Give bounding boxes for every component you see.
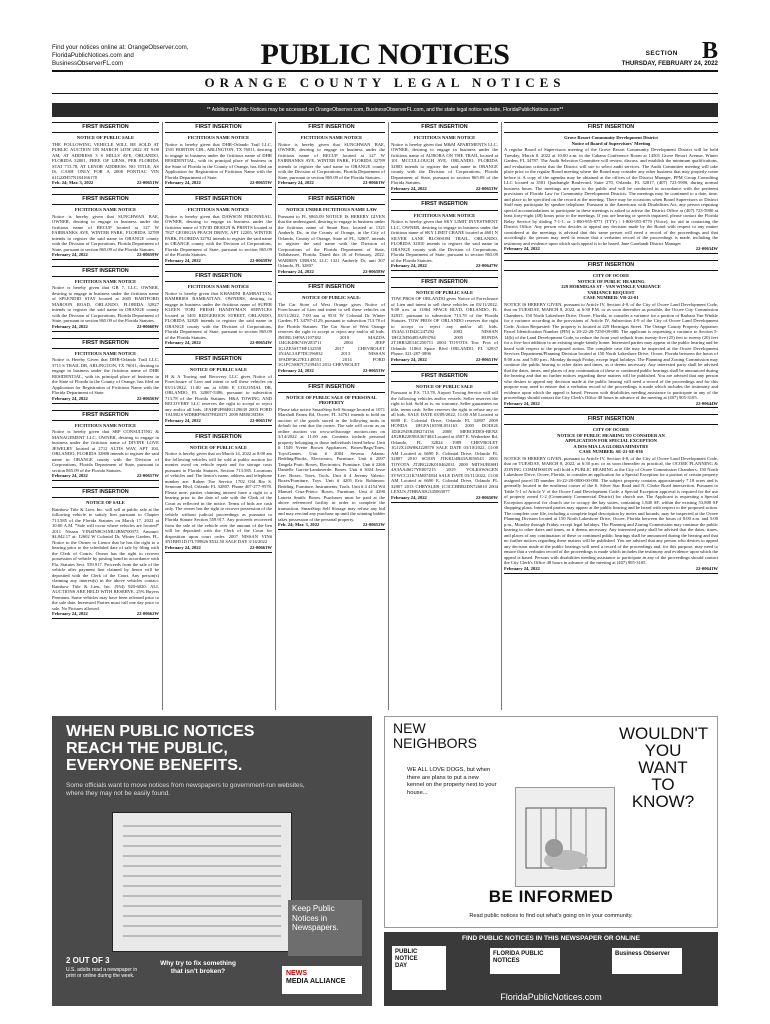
stat-body: U.S. adults read a newspaper in print or online during the week. [66, 967, 138, 980]
insertion-header: FIRST INSERTION [165, 194, 272, 205]
ad-footer-text: Read public notices to find out what's going on in your community. [469, 913, 633, 919]
notice-body: A regular Board of Supervisors meeting of the Grove Resort Community Development District will be held Tuesday, March 8, 2022 at 10:00 a.m. in the Cabana Conference Room at 14501 Grove Resort Avenue, Winter Garden, FL 34787. The Audit Selection Committee will review, discuss, and establish the minimum qualifications, and evaluation criteria that the District will use to select audit services. The Audit Committee meeting will take place prior to the regular Board meeting where the Board may consider any other business that may properly come before it. A copy of the agendas may be obtained at the offices of the District Manager, PFM Group Consulting LLC located at 3501 Quadrangle Boulevard, Suite 270, Orlando, FL 32817, (407) 723-5900, during normal business hours. The meetings are open to the public and will be conducted in accordance with the pertinent provisions of Florida Law for Community Development Districts. The meetings may be continued to a date, time, and place to be specified on the record at the meeting. There may be occasions when Board Supervisors or District Staff may participate by speaker telephone. Pursuant to the Americans with Disabilities Act, any person requiring special accommodations to participate in these meetings is asked to advise the District Office at (407) 723-5900 at least forty-eight (48) hours prior to the meetings. If you are hearing or speech impaired, please contact the Florida Relay Service by dialing 7-1-1, or 1-800-955-8771 (TTY) / 1-800-955-8770 (Voice), for aid in contacting the District Office. Any person who decides to appeal any decision made by the Board with respect to any matter considered at the meetings is advised that this same person will need a record of the proceedings and that accordingly, the person may need to ensure that a verbatim record of the proceedings is made, including the testimony and evidence upon which such appeal is to be based. Jane Gaarlandt District Manager [504, 147, 718, 246]
notice-body: NOTICE IS HEREBY GIVEN, pursuant to Article IV, Section 4-8, of the City of Ocoee Land Development Code, that on TUESDAY, MARCH 8, 2022, at 6:30 p.m. or as soon thereafter as practical, the OCOEE PLANNING & ZONING COMMISSION will hold a PUBLIC HEARING at the City of Ocoee Commission Chambers, 150 North Lakeshore Drive, Ocoee, Florida, to consider an application for a Special Exception for a portion of certain property assigned parcel ID number 16-22-28-0000-00-090. The subject property contains approximately 7.18 acres and is generally located in the northeast corner of the S. Silver Star Road and N. Clarke Road intersection. Pursuant to Table 5-1 of Article V of the Ocoee Land Development Code, a Special Exception approval is required for the use of property zoned C-2 (Community Commercial District) for church use. The Applicant is requesting a Special Exception approval for church use to occupy the bay suites, containing 1,840 SF, within the existing 53,800 SF shopping plaza. Interested parties may appear at the public hearing and be heard with respect to the proposed action. The complete case file, including a complete legal description by metes and bounds, may be inspected at the Ocoee Planning Division located at 150 North Lakeshore Drive, Ocoee, Florida between the hours of 8:00 a.m. and 5:00 p.m., Monday through Friday, except legal holidays. The Planning and Zoning Commission may continue the public hearing to other dates and times, as it deems necessary. Any interested party shall be advised that the dates, times, and places of any continuation of these or continued public hearings shall be announced during the hearing and that no further notices regarding these matters will be published. You are advised that any person who desires to appeal any decision made at the public hearings will need a record of the proceedings and, for this purpose, may need to ensure that a verbatim record of the proceedings is made which includes the testimony and evidence upon which the appeal is based. Persons with disabilities needing assistance to participate in any of the proceedings should contact the City Clerk's Office 48 hours in advance of the meeting at (407) 905-3105. [504, 455, 718, 566]
insertion-header: FIRST INSERTION [165, 271, 272, 282]
ad-headline-line: REACH THE PUBLIC, [66, 739, 228, 757]
legal-notice [391, 371, 498, 503]
publication-date: February 24, 2022 [278, 180, 314, 186]
ad-question-line: WOULDN'T [619, 724, 709, 743]
insertion-header: FIRST INSERTION [52, 266, 159, 277]
ad-headline-line: NEW [393, 720, 426, 736]
notice-number: 22-00652W [362, 522, 385, 528]
notice-title: NOTICE OF PUBLIC SALE: [302, 295, 361, 301]
notice-number: 22-00653W [475, 185, 498, 191]
legal-notice [391, 277, 498, 365]
dog-icon [516, 788, 616, 888]
notice-title: Grove Resort Community Development District Notice of Board of Supervisors' Meeting [564, 135, 658, 146]
notice-body: Notice is hereby given that SUNGHWAN BAE, OWNER, desiring to engage in business under the fictitious name of RECUP located at 127 W FAIRBANKS AVE, WINTER PARK, FLORIDA 32789 intends to register the said name in ORANGE county with the Division of Corporations, Florida Department of State, pursuant to section 865.09 of the Florida Statutes. [278, 141, 385, 180]
notice-body: Notice is hereby given that DAWSON PIRONNEAU, OWNER, desiring to engage in business under the fictitious name of VIVID DESIGN & PRINTS located at 7827 GEORGIA PEACH DRIVE, APT 12205, WINTER PARK, FLORIDA 32792 intends to register the said name in ORANGE county with the Division of Corporations, Florida Department of State, pursuant to section 865.09 of the Florida Statutes. [165, 213, 272, 257]
notice-number: 22-00657W [136, 473, 159, 479]
notice-title: NOTICE OF PUBLIC SALE [189, 444, 248, 450]
ad-body: WE ALL LOVE DOGS, but when there are plans to put a new kennel on the property next to your house... [407, 767, 497, 796]
publication-date: February 24, 2022 [504, 565, 540, 571]
notice-footer [391, 495, 498, 503]
page-subtitle: ORANGE COUNTY LEGAL NOTICES [204, 75, 566, 90]
legal-notice [391, 122, 498, 193]
notice-title: FICTITIOUS NAME NOTICE [74, 278, 137, 284]
notice-body: Pursuant to F.S. 713.78, Airport Towing Service will sell the following vehicles and/or vessels. Seller reserves the right to bid. Sold as is, no warranty. Seller guarantees no title, terms cash. Seller reserves the right to refuse any or all bids. SALE DATE 03/09/2022, 11:00 AM Located at 6690 E. Colonial Drive, Orlando FL 32807 2009 HONDA 1HGFA16559L051163 2005 DODGE 1D4GP45R45B274136 2008 MERCEDES-BENZ 4JGBB22E98A367484 Located at 4507 E. Wetherbee Rd, Orlando, FL 32824 1989 CHEVROLET 1G1JX14W8KJ228570 SALE DATE 03/10/2022, 11:00 AM Located at 6690 E. Colonial Drive, Orlando FL 32807 2010 SCION JTKKU4B43AJ056543 2001 TOYOTA JT2BG22K010462031 2000 MITSUBISHI 4A3AA46G7YE007215 2019 VOLKSWAGEN 3VWCC21K74M074834 SALE DATE 03/11/2022, 11:00 AM Located at 6690 E. Colonial Drive, Orlando FL 32807 2013 CHRYSLER 1C3CCBBB2DN726810 2004 LEXUS JTHBA30G345063077 [391, 390, 498, 495]
notice-column [278, 122, 385, 712]
legal-notice [52, 194, 159, 260]
legal-notice [165, 432, 272, 553]
insertion-header: FIRST INSERTION [278, 194, 385, 205]
notice-column [391, 122, 498, 712]
notice-footer [165, 418, 272, 426]
notice-number: 22-00661W [362, 180, 385, 186]
public-notices-ad [52, 716, 372, 1006]
notice-column [504, 122, 718, 712]
publication-date: February 24, 2022 [165, 417, 201, 423]
insertion-header: FIRST INSERTION [52, 122, 159, 133]
notice-body: H & A Towing and Recovery LLC gives Notice of Foreclosure of Lien and intent to sell these vehicles on 03/11/2022, 11:00 am at 6506 E COLONIAL DR, ORLANDO, FL 32807-5386, pursuant to subsection 713.78 of the Florida Statutes. H&A TOWING AND RECOVERY LLC reserves the right to accept or reject any and/or all bids. 1FAHP2F86BG129639 2003 FORD TAURUS WDBRF96J37F828371 2009 MERCEDES [165, 373, 272, 418]
legal-notice [165, 122, 272, 188]
notice-title: NOTICE OF PUBLIC SALE OF PERSONAL PROPERTY [286, 394, 377, 406]
notice-footer [52, 324, 159, 332]
readership-stat [66, 956, 144, 980]
notice-footer [504, 566, 718, 574]
legal-notice [52, 338, 159, 404]
news-media-alliance-logo [282, 966, 362, 994]
notice-body: Notice is Hereby Given that DHR-Orlando Trail LLC, 3711 S TRAIL DR, ARLINGTON, TX 76011, desiring to engage in business under the fictitious name of DHR RESIDENTIAL, with its principal place of business in the State of Florida in the County of Orange, has filed an Application for Registration of Fictitious Name with the Florida Department of State. [52, 357, 159, 396]
stat-title: 2 OUT OF 3 [66, 956, 110, 965]
new-neighbors-ad [384, 716, 718, 928]
notice-title: NOTICE OF PUBLIC SALE [415, 289, 474, 295]
publication-date: February 24, 2022 [391, 494, 427, 500]
publication-date: Feb. 24; Mar. 3, 2022 [278, 522, 320, 528]
notice-title: FICTITIOUS NAME NOTICE [187, 284, 250, 290]
legal-notice [391, 199, 498, 270]
notice-body: Rainbow Title & Lien, Inc. will sell at public sale at the following vehicle to satisfy lien pursuant to Chapter 713.585 of the Florida Statutes on March 17, 2022 at 10:00 A.M. *Sale will occur where vehicles are located* 2011 Nissan VIN#JN8CS1MU2BM700373 Amount: $4,842.17 at: 12602 W Colonial Dr, Winter Garden, FL. Notice to the Owner or Lienor that he has the right to a hearing prior to the scheduled date of sale by filing with the Clerk of Courts. Owner has the right to recover possession of vehicle by posting bond in accordance with Fla. Statutes Sect. 559.917. Proceeds from the sale of the vehicle after payment lien claimed by lienor will be deposited with the Clerk of the Court. Any person(s) claiming any interest(s) in the above vehicles contact: Rainbow Title & Lien, Inc. (954) 920-6020. ALL AUCTIONS ARE HELD WITH RESERVE. 25% Buyers Premium. Some vehicles may have been released prior to the sale date. Interested Parties must call one day prior to sale. No Pictures allowed. [52, 506, 159, 611]
public-notice-day-logo [392, 946, 446, 990]
notice-title: FICTITIOUS NAME NOTICE [74, 207, 137, 212]
insertion-header: FIRST INSERTION [504, 260, 718, 271]
insertion-header: FIRST INSERTION [391, 371, 498, 382]
legal-notice [165, 271, 272, 348]
publication-date: February 24, 2022 [52, 323, 88, 329]
publication-date: February 24, 2022 [165, 544, 201, 550]
online-line: BusinessObserverFL.com [52, 59, 124, 67]
legal-notice [165, 194, 272, 265]
notice-body: Notice is hereby given that GB 7, LLC, OWNER, desiring to engage in business under the fictitious name of SPLENDID STAY located at 2605 HARTFORD MAROON ROAD, ORLANDO, FLORIDA 32827 intends to register the said name in ORANGE county with the Division of Corporations, Florida Department of State, pursuant to section 865.09 of the Florida Statutes. [52, 285, 159, 324]
insertion-header: FIRST INSERTION [391, 199, 498, 210]
notice-footer [278, 522, 385, 530]
notice-footer [165, 258, 272, 266]
legal-notice [504, 414, 718, 573]
why-fix-text: Why try to fix something that isn't broken? [160, 960, 236, 975]
legal-notice [52, 266, 159, 332]
notice-footer [52, 396, 159, 404]
insertion-header: FIRST INSERTION [391, 122, 498, 133]
dog-kennel-illustration [515, 787, 615, 887]
find-notices-ad [384, 932, 718, 1006]
florida-public-notices-logo: FLORIDA PUBLIC NOTICES [490, 948, 560, 974]
insertion-header: FIRST INSERTION [504, 414, 718, 425]
notice-number: 22-00655W [249, 180, 272, 186]
notice-number: 22-00661W [249, 544, 272, 550]
divider [52, 93, 718, 94]
legal-notice [278, 194, 385, 276]
notice-number: 22-00653W [362, 367, 385, 373]
notice-number: 22-00658W [249, 257, 272, 263]
notice-body: THE FOLLOWING VEHICLE WILL BE SOLD AT PUBLIC AUCTION ON MARCH 14TH 2022 AT 9:00 AM, AT ADDRESS 3 S MILLS AVE, ORLANDO, FLORIDA 32801, FREE OF LIENS, PER FLORIDA STAT 713.78, AT LENOR ADDRESS. NO TITLE, AS IS, CASH ONLY FOR A 2008 PONTIAC VIN #1G2ZH57N184166178 [52, 141, 159, 180]
legal-notice [52, 487, 159, 619]
notice-body: Notice is hereby given that on March 14, 2022 at 8:00 am the following vehicles will be sold at public auction for monies owed on vehicle repair and for storage costs pursuant to Florida Statutes, Section 713.585. Locations of vehicles and The lienor's name, address and telephone number are: Ruben Tire Service 1702 Old Rio S. Semoran Blvd, Orlando FL 32807. Phone 407-277-9578. Please note, parties claiming interest have a right to a hearing prior to the date of sale with the Clerk of the Court as reflected in the notice. Terms of bids are cash only. The owner has the right to recover possession of the vehicle without judicial proceedings as pursuant to Florida Statute Section 559.917. Any proceeds recovered from the sale of the vehicle over the amount of the lien will be deposited with the Clerk of the Court for disposition upon court order. 2007 NISSAN VIN# 3N1BB51D17L709826 $532.50 SALE DAY 3/14/2022 [165, 451, 272, 545]
notice-body: NOTICE IS HEREBY GIVEN, pursuant to Article IV, Section 4-9, of the City of Ocoee Land Development Code, that on TUESDAY, MARCH 8, 2022, at 6:30 P.M. or as soon thereafter as possible, the Ocoee City Commission Chambers, 150 North Lakeshore Drive, Ocoee, Florida, to consider a variance for a portion of Barbara Van Winkle for a variance according to the provisions of Article IV, Subsection 4-9 of the City of Ocoee Land Development Code. Action Requested: The property is located at 229 Hormigas Street. The Orange County Property Appraiser Parcel Identification Number (PIN) is 20-22-28-7250-09-080. The applicant is requesting a variance to Section 5-14(b) of the Land Development Code, to reduce the front yard setback from twenty-five (25) feet to twenty (20) feet for a five-foot addition to an existing single-family home. Interested parties may appear at the public hearing and be heard with respect to the proposed action. The complete case file may be inspected at the Ocoee Development Services Department/Planning Division located at 150 North Lakeshore Drive, Ocoee, Florida between the hours of 8:00 a.m. and 5:00 p.m., Monday through Friday, except legal holidays. The Planning and Zoning Commission may continue the public hearing to other dates and times, as it deems necessary. Any interested party shall be advised that the dates, times, and places of any continuation of these or continued public hearings shall be announced during the hearing and that no further notices regarding these matters will be published. You are advised that any person who desires to appeal any decision made at the public hearing will need a record of the proceedings and for this purpose may need to ensure that a verbatim record of the proceedings is made which includes the testimony and evidence upon which the appeal is based. Persons with disabilities needing assistance to participate in any of the proceedings should contact the City Clerk's Office 48 hours in advance of the meeting at (407) 905-3105. [504, 301, 718, 400]
notice-title: FICTITIOUS NAME NOTICE [413, 212, 476, 218]
notice-footer [52, 473, 159, 481]
publication-date: February 24, 2022 [278, 268, 314, 274]
online-line: Find your notices online at: OrangeObserver.com, [52, 44, 189, 51]
notice-number: 22-00651W [249, 417, 272, 423]
logo-text-alliance: MEDIA ALLIANCE [286, 977, 346, 985]
notice-title: FICTITIOUS NAME NOTICE [74, 350, 137, 356]
notice-body: Please take notice SmartStop Self Storage located at 1071 Marshall Farms Rd, Ocoee, FL 34761 intends to hold an auction of the goods stored in the following units in default for rent due the owner. The sale will occur as an online auction via www.selfstorage auction.com on 3/14/2022 at 11:00 am. Contents include personal property belonging to those individuals listed below. Unit # 1549 Yvette Brown Appliances, Boxes/Bags/Totes, Toys/Games. Unit # 2004 Sevena Adams: Bedding/Books, Electronics, Furniture. Unit # 2097 Tangela Pratt: Boxes, Electronics, Furniture. Unit # 2266 Danielle Garcia-Landaverde: Boxes. Unit # 3024 Jesse Lee: Boxes, Totes, Tools. Unit # 4 Jeremy Valerio: Boxes/Furniture, Toys. Unit # 4205 Eric Robinson: Bedding, Furniture, Instruments, Tools. Unit # 4 4154 Wil Manuel Cruz-Prieto: Boxes, Furniture. Unit # 4290 Latoria Smith: Boxes. Purchases must be paid at the above referenced facility in order to complete the transaction. SmartStop Self Storage may refuse any bid and may rescind any purchase up until the winning bidder takes possession of the personal property. [278, 406, 385, 522]
notice-footer [278, 368, 385, 376]
notice-footer [391, 263, 498, 271]
legal-notice [504, 260, 718, 408]
ad-headline-line: WHEN PUBLIC NOTICES [66, 723, 255, 740]
insertion-header: FIRST INSERTION [52, 338, 159, 349]
publication-date: Feb. 24; Mar. 3, 2022 [52, 180, 94, 186]
publication-date: February 24, 2022 [504, 246, 540, 252]
additional-notices-banner: ** Additional Public Notices may be accessed on OrangeObserver.com, BusinessObserverFL.com, and the state legal notice website, FloridaPublicNotices.com** [52, 103, 718, 117]
column-rule [501, 122, 502, 710]
ad-headline-line: NEIGHBORS [393, 734, 478, 751]
notice-body: Notice is hereby given that M&M APARTMENTS LLC, OWNER, desiring to engage in business under the fictitious name of AURORA ON THE TRAIL located at 101 MCCULLOUGH AVE, ORLANDO, FLORIDA 32803 intends to register the said name in ORANGE county with the Division of Corporations, Florida Department of State, pursuant to section 865.09 of the Florida Statutes. [391, 141, 498, 186]
notice-body: Notice is hereby given that KHAMINI RAMRATTAN, RAMBRIES RAMRATTAN, OWNERS, desiring to engage in business under the fictitious name of SUPER KLEEN TOBI FRESH HANDYMAN SERVICES located at 1401 RIDGEROCK STREET, ORLANDO, FLORIDA 32828 intends to register the said name in ORANGE county with the Division of Corporations, Florida Department of State, pursuant to section 865.09 of the Florida Statutes. [165, 290, 272, 340]
online-line: FloridaPublicNotices.com and [52, 51, 134, 59]
notice-title: FICTITIOUS NAME NOTICE [413, 135, 476, 141]
ad-headline [393, 721, 477, 750]
publication-date: February 24, 2022 [391, 185, 427, 191]
notice-footer [52, 611, 159, 619]
business-observer-logo: Business Observer [612, 948, 682, 974]
logo-line: DAY [395, 962, 408, 969]
notice-number: 22-00644W [695, 400, 718, 406]
notice-column [165, 122, 272, 712]
publication-date: February 24, 2022 [52, 611, 88, 617]
ad-subtext: Some officials want to move notices from newspapers to government-run websites, where they may not be easily found. [66, 782, 305, 798]
notice-number: 22-00656W [136, 395, 159, 401]
notice-number: 22-00654W [249, 340, 272, 346]
notice-footer [391, 186, 498, 194]
notice-footer [165, 180, 272, 188]
section-label: SECTION [645, 50, 678, 57]
legal-notice [504, 122, 718, 254]
ad-headline: FIND PUBLIC NOTICES IN THIS NEWSPAPER OR ONLINE [462, 935, 640, 942]
logo-line: NOTICE [395, 955, 418, 962]
notice-number: 22-00659W [136, 252, 159, 257]
publication-date: February 24, 2022 [52, 252, 88, 257]
ad-question-line: YOU WANT [638, 741, 688, 777]
notice-title: FICTITIOUS NAME NOTICE [300, 135, 363, 141]
notice-footer [504, 401, 718, 409]
issue-date: THURSDAY, FEBRUARY 24, 2022 [621, 60, 718, 67]
insertion-header: FIRST INSERTION [391, 277, 498, 288]
publication-date: February 24, 2022 [165, 180, 201, 186]
notice-title: FICTITIOUS NAME NOTICE [187, 207, 250, 212]
notice-number: 22-00662W [136, 611, 159, 617]
notice-title: NOTICE OF PUBLIC SALE [76, 135, 135, 141]
notice-title: FICTITIOUS NAME NOTICE [187, 135, 250, 141]
notice-footer [504, 246, 718, 254]
notice-title: NOTICE UNDER FICTITIOUS NAME LAW [286, 207, 377, 212]
page-title: PUBLIC NOTICES [260, 38, 510, 71]
notice-title: NOTICE OF PUBLIC SALE [415, 383, 474, 389]
notice-column [52, 122, 159, 712]
notice-number: 22-00650W [475, 494, 498, 500]
notice-number: 22-00651W [136, 180, 159, 186]
notice-number: 22-00647W [475, 263, 498, 268]
publication-date: February 24, 2022 [165, 340, 201, 346]
section-letter: B [701, 38, 718, 64]
notice-number: 22-00660W [136, 323, 159, 329]
notice-footer [391, 357, 498, 365]
insertion-header: FIRST INSERTION [165, 354, 272, 365]
insertion-header: FIRST INSERTION [278, 122, 385, 133]
notice-footer [52, 252, 159, 260]
notice-footer [165, 340, 272, 348]
notice-title: CITY OF OCOEE NOTICE OF PUBLIC HEARING 229 HORMIGAS ST - VAN WINKLE VARIANCE VARIANCE REQUEST CASE NUMBER: VR-22-01 [561, 273, 661, 300]
publication-date: February 24, 2022 [391, 356, 427, 362]
publication-date: February 24, 2022 [504, 400, 540, 406]
legal-notice [52, 410, 159, 481]
notice-number: 22-00641W [695, 565, 718, 571]
notice-title: CITY OF OCOEE NOTICE OF PUBLIC HEARING TO CONSIDER AN APPLICATION FOR SPECIAL EXCEPTION A DOS MIA LA GLORIA MINISTRY CASE NUMBER: SE-21-SE-036 [557, 427, 665, 455]
newspaper-illustration [112, 812, 292, 952]
ad-headline-line: EVERYONE BENEFITS. [66, 756, 243, 774]
notice-title: FICTITIOUS NAME NOTICE [74, 422, 137, 428]
notice-body: TOW PROS OF ORLANDO gives Notice of Foreclosure of Lien and intent to sell these vehicles on 03/11/2022, 9:00 a.m. at 11864 SPACE BLVD, ORLANDO, FL 32837, pursuant to subsection 713.78 of the Florida Statutes. TOW PROS OF ORLANDO reserves the right to accept or reject any and/or all bids. 1N4AL11D42C247292 2002 NISSAN 1HGCM56485A093784 2005 HONDA 2T1BR32E14C250711 2004 TOYOTA Tow Pros of Orlando 11864 Space Blvd ORLANDO, FL 32837 Phone: 321-287-3896 [391, 296, 498, 357]
divider [52, 70, 718, 72]
notice-body: Notice is hereby given that DHR-Orlando Trail LLC, 1501 HORTON CIR., ARLINGTON, TX 76011, desiring to engage in business under the fictitious name of DHR RESIDENTIAL, with its principal place of business in the State of Florida in the County of Orange, has filed an Application for Registration of Fictitious Name with the Florida Department of State. [165, 141, 272, 180]
notice-footer [278, 269, 385, 277]
column-rule [162, 122, 163, 710]
legal-notice [278, 382, 385, 530]
partner-logos [464, 948, 708, 974]
notice-footer [278, 180, 385, 188]
notice-footer [165, 545, 272, 553]
notice-body: Pursuant to FL §865.09 NOTICE IS HEREBY GIVEN that the undersigned, desiring to engage in business under the fictitious name of Smart Box, located at 1321 Amberly Dr., in the County of Orange, in the City of Orlando, County of Orange, State of FL, 32807, intends to register the said name with the Division of Corporations of the Florida Department of State, Tallahassee, Florida. Dated this 16 of February, 2022. WARREN URBAN, LLC 1321 Amberly Dr, unit 307 Orlando, FL 32807 [278, 213, 385, 268]
insertion-header: FIRST INSERTION [165, 122, 272, 133]
legal-notice [165, 354, 272, 425]
column-rule [388, 122, 389, 710]
notice-number: 22-00651W [475, 356, 498, 362]
publication-date: February 24, 2022 [52, 395, 88, 401]
insertion-header: FIRST INSERTION [52, 410, 159, 421]
ad-question [619, 725, 707, 810]
legal-notice [278, 122, 385, 188]
insertion-header: FIRST INSERTION [165, 432, 272, 443]
legal-notice [278, 282, 385, 375]
notice-title: NOTICE OF SALE [86, 500, 125, 506]
column-rule [275, 122, 276, 710]
notice-footer [52, 180, 159, 188]
notice-number: 22-00658W [362, 268, 385, 274]
notice-body: Notice is hereby given that SUNGHWAN BAE, OWNER, desiring to engage in business under the fictitious name of RECUP located at 127 W FAIRBANKS AVE, WINTER PARK, FLORIDA 32789 intends to register the said name in ORANGE county with the Division of Corporations, Florida Department of State, pursuant to section 865.09 of the Florida Statutes. [52, 213, 159, 252]
publication-date: February 24, 2022 [165, 257, 201, 263]
ad-headline [66, 724, 254, 774]
logo-line: PUBLIC [395, 949, 418, 955]
publication-date: February 24, 2022 [52, 473, 88, 479]
logo-text-news: NEWS [286, 970, 307, 977]
notice-body: The Car Store of West Orange gives Notice of Foreclosure of Lien and intent to sell these vehicles on 03/11/2022, 7:00 am at 9531 W Colonial Dr Winter Garden, FL 34787-4129, pursuant to subsection 713.78 of the Florida Statutes. The Car Store of West Orange reserves the right to accept or reject any and/or all bids. JM1BL1SF8A1107382 2010 MAZDA 1J4GK48K74W283711 2004 JEEP 1G1ZE5ST7HF132558 2017 CHEVROLET 1N4AL3AP7DC196832 2013 NISSAN 1FADP3K27EL148551 2014 FORD 1G1PC5SH7C7239451 2012 CHEVROLET [278, 301, 385, 368]
notice-body: Notice is hereby given that SRP CONSULTING & MANAGEMENT LLC, OWNER, desiring to engage in business under the fictitious name of DIVINE LOVE JEWELRY located at 2712 ALTIS WAY, APT 104, ORLANDO, FLORIDA 32808 intends to register the said name in ORANGE county with the Division of Corporations, Florida Department of State, pursuant to section 865.09 of the Florida Statutes. [52, 429, 159, 473]
insertion-header: FIRST INSERTION [504, 122, 718, 133]
be-informed-text: BE INFORMED [488, 887, 614, 906]
insertion-header: FIRST INSERTION [278, 382, 385, 393]
insertion-header: FIRST INSERTION [52, 194, 159, 205]
insertion-header: FIRST INSERTION [278, 282, 385, 293]
keep-notices-callout: Keep Public Notices in Newspapers. [288, 900, 362, 956]
notice-number: 22-00634W [695, 246, 718, 252]
website-link[interactable]: FloridaPublicNotices.com [500, 992, 602, 1002]
publication-date: February 24, 2022 [278, 367, 314, 373]
masthead [52, 38, 718, 100]
insertion-header: FIRST INSERTION [52, 487, 159, 498]
ad-question-line: TO KNOW? [631, 775, 695, 811]
legal-notice [52, 122, 159, 188]
notice-title: NOTICE OF PUBLIC SALE [189, 367, 248, 373]
notice-body: Notice is hereby given that SKY LIMIT INVESTMENT LLC, OWNER, desiring to engage in business under the fictitious name of SKY LIMIT CRANE located at 4601 N SILVER LANE BLOSSOM TRAIL, ORLANDO, FLORIDA 32810 intends to register the said name in ORANGE county with the Division of Corporations, Florida Department of State, pursuant to section 865.09 of the Florida Statutes. [391, 219, 498, 263]
publication-date: February 24, 2022 [391, 263, 427, 268]
